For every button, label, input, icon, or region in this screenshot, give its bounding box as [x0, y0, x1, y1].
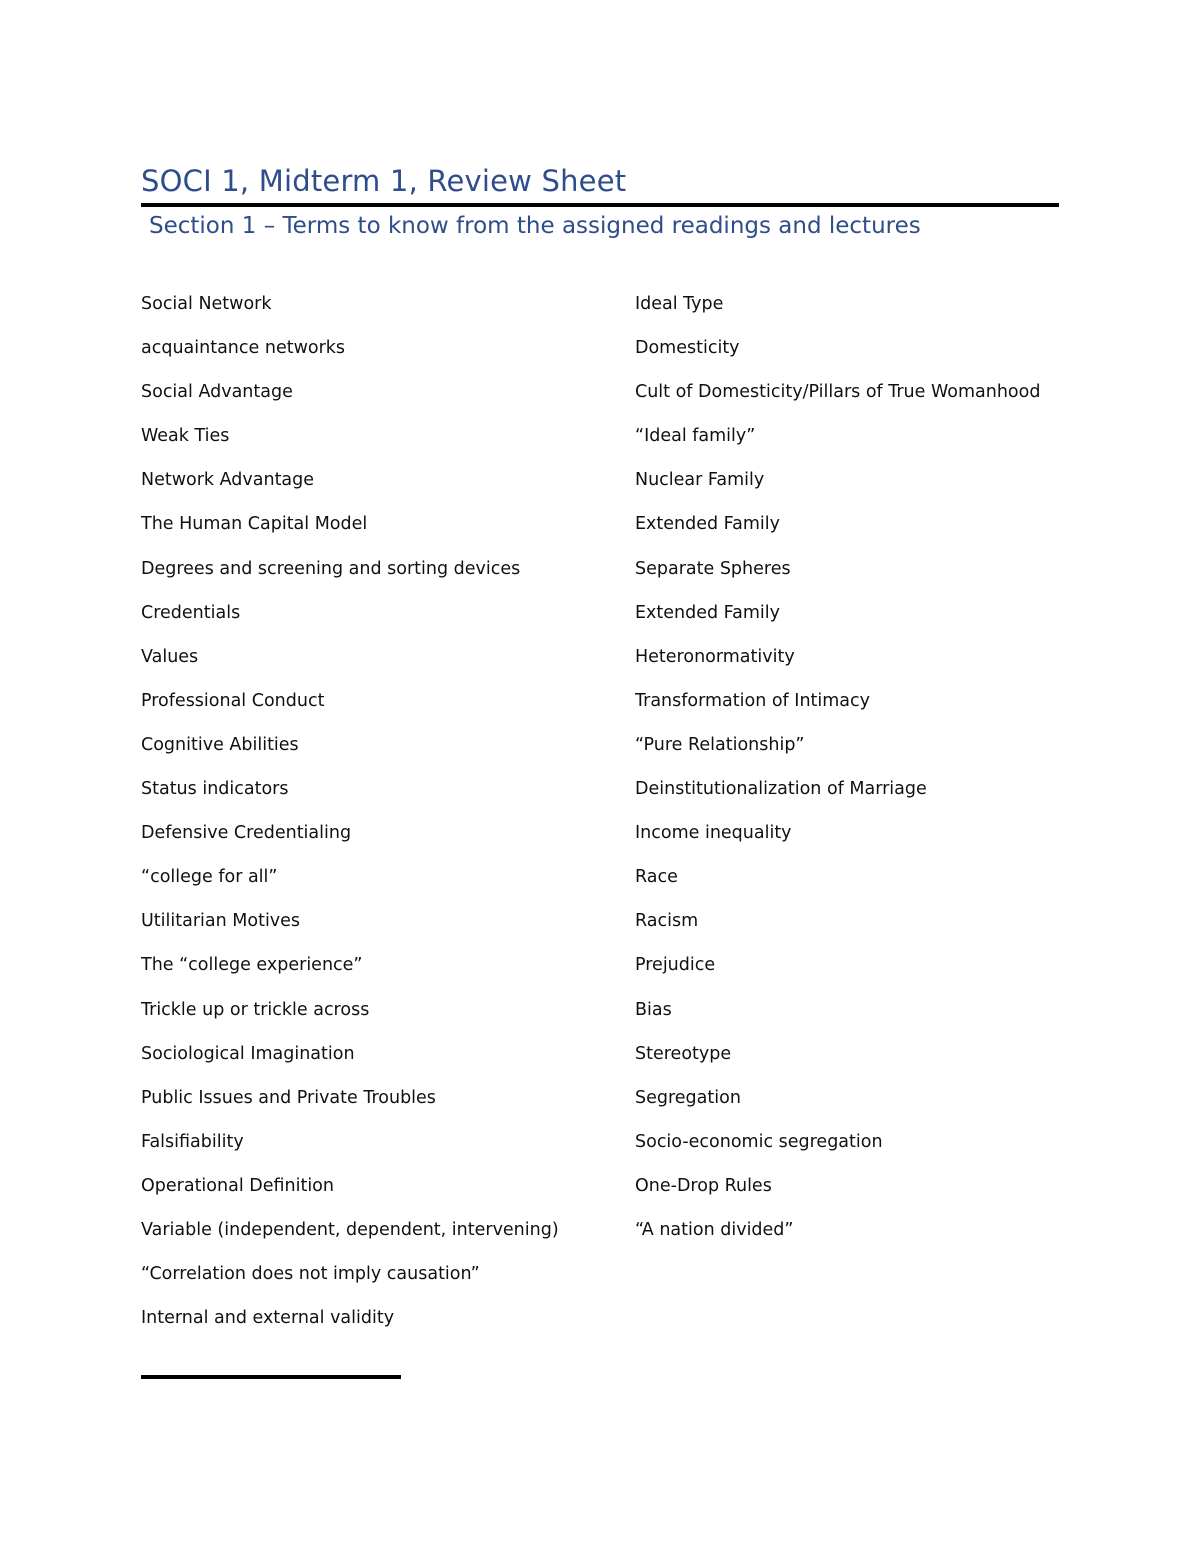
- term-item: Separate Spheres: [635, 558, 791, 579]
- term-item: Trickle up or trickle across: [141, 999, 370, 1020]
- term-item: Bias: [635, 999, 672, 1020]
- term-item: Deinstitutionalization of Marriage: [635, 779, 927, 800]
- term-item: Stereotype: [635, 1043, 732, 1064]
- term-item: Sociological Imagination: [141, 1043, 355, 1064]
- term-item: “Ideal family”: [635, 426, 756, 447]
- term-item: Cult of Domesticity/Pillars of True Womanhood: [635, 382, 1041, 403]
- term-item: acquaintance networks: [141, 338, 346, 359]
- term-item: Internal and external validity: [141, 1308, 395, 1329]
- term-item: Nuclear Family: [635, 470, 765, 491]
- term-item: The Human Capital Model: [141, 514, 368, 535]
- term-item: Utilitarian Motives: [141, 911, 301, 932]
- term-item: The “college experience”: [141, 955, 363, 976]
- term-item: Heteronormativity: [635, 646, 795, 667]
- footnote-separator: [141, 1375, 401, 1379]
- term-item: “Pure Relationship”: [635, 734, 805, 755]
- term-item: Credentials: [141, 602, 241, 623]
- term-item: Degrees and screening and sorting devices: [141, 558, 521, 579]
- terms-list-left: [141, 290, 559, 1348]
- term-item: Domesticity: [635, 338, 740, 359]
- term-item: Extended Family: [635, 514, 780, 535]
- term-item: Weak Ties: [141, 426, 230, 447]
- term-item: Ideal Type: [635, 294, 724, 314]
- term-item: Income inequality: [635, 823, 792, 844]
- term-item: Falsifiability: [141, 1131, 244, 1152]
- term-item: Prejudice: [635, 955, 716, 976]
- term-item: “college for all”: [141, 867, 278, 888]
- page-title: SOCI 1, Midterm 1, Review Sheet: [141, 164, 627, 198]
- term-item: Network Advantage: [141, 470, 315, 491]
- term-item: Socio-economic segregation: [635, 1131, 883, 1152]
- title-underline: [141, 203, 1059, 207]
- term-item: Variable (independent, dependent, intervening): [141, 1219, 559, 1240]
- term-item: Defensive Credentialing: [141, 823, 352, 844]
- section-heading: Section 1 – Terms to know from the assigned readings and lectures: [149, 213, 921, 239]
- term-item: One-Drop Rules: [635, 1175, 772, 1196]
- term-item: Social Network: [141, 294, 272, 314]
- term-item: Operational Definition: [141, 1175, 334, 1196]
- term-item: Race: [635, 867, 678, 888]
- term-item: Social Advantage: [141, 382, 293, 403]
- term-item: Extended Family: [635, 602, 780, 623]
- term-item: “A nation divided”: [635, 1219, 794, 1240]
- term-item: Public Issues and Private Troubles: [141, 1087, 436, 1108]
- term-item: Values: [141, 646, 199, 667]
- term-item: Professional Conduct: [141, 690, 325, 711]
- terms-list-right: [635, 290, 1040, 1260]
- term-item: Transformation of Intimacy: [635, 690, 871, 711]
- term-item: Status indicators: [141, 779, 289, 800]
- term-item: Segregation: [635, 1087, 741, 1108]
- term-item: “Correlation does not imply causation”: [141, 1264, 480, 1285]
- term-item: Cognitive Abilities: [141, 734, 299, 755]
- term-item: Racism: [635, 911, 699, 932]
